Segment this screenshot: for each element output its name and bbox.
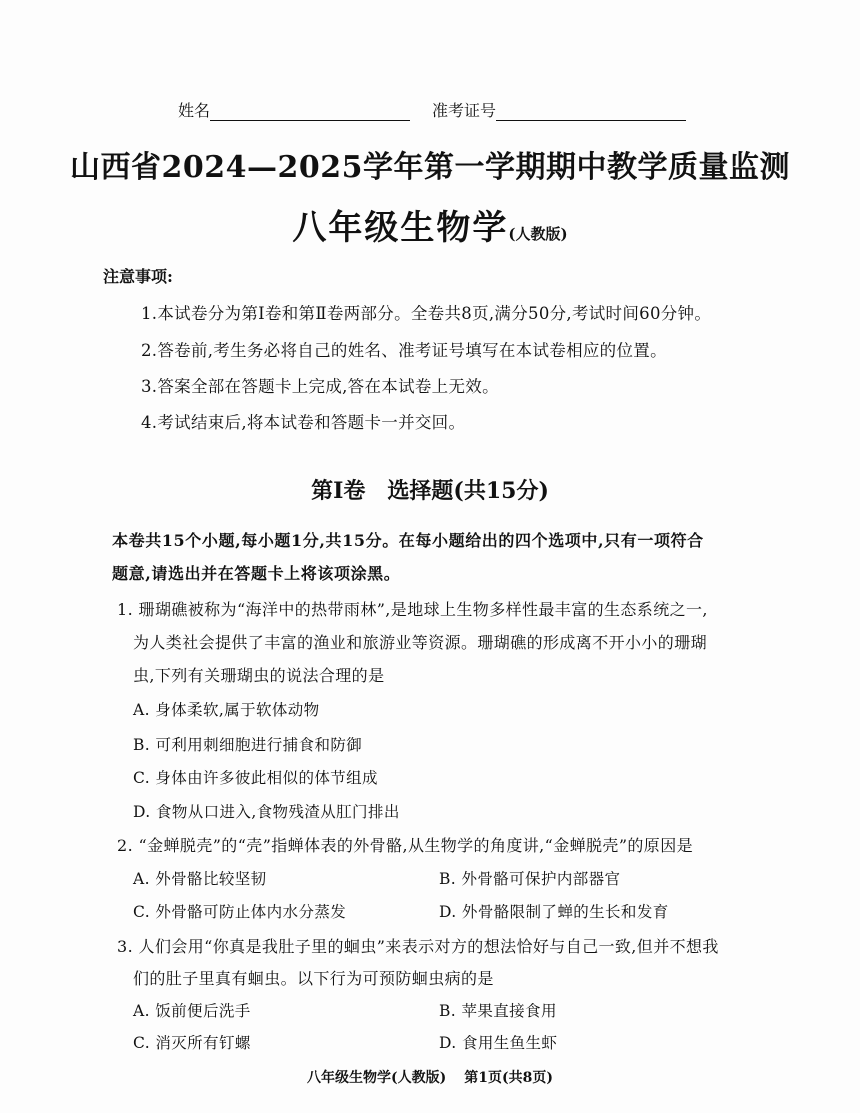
question-2-option-c: C. 外骨骼可防止体内水分蒸发 — [133, 903, 347, 921]
question-1-option-c: C. 身体由许多彼此相似的体节组成 — [133, 769, 378, 787]
edition-label: (人教版) — [508, 225, 568, 243]
candidate-info-row — [178, 98, 686, 121]
exam-id-blank[interactable] — [496, 102, 686, 121]
section-title: 第Ⅰ卷 选择题(共15分) — [311, 478, 549, 504]
notice-item: 1.本试卷分为第Ⅰ卷和第Ⅱ卷两部分。全卷共8页,满分50分,考试时间60分钟。 — [141, 304, 712, 323]
question-2-option-d: D. 外骨骼限制了蝉的生长和发育 — [439, 903, 669, 921]
question-3-option-d: D. 食用生鱼生虾 — [439, 1034, 558, 1052]
notice-item: 2.答卷前,考生务必将自己的姓名、准考证号填写在本试卷相应的位置。 — [141, 341, 667, 360]
question-3-option-c: C. 消灭所有钉螺 — [133, 1034, 251, 1052]
section-intro: 本卷共15个小题,每小题1分,共15分。在每小题给出的四个选项中,只有一项符合 — [112, 531, 704, 550]
question-2-option-b: B. 外骨骼可保护内部器官 — [439, 870, 621, 888]
question-1-text: 1. 珊瑚礁被称为“海洋中的热带雨林”,是地球上生物多样性最丰富的生态系统之一, — [117, 600, 708, 619]
subject-title — [0, 200, 860, 249]
question-1-option-d: D. 食物从口进入,食物残渣从肛门排出 — [133, 803, 400, 821]
page-footer — [0, 1067, 860, 1087]
notice-heading: 注意事项: — [103, 267, 173, 286]
name-blank[interactable] — [210, 102, 410, 121]
exam-id-label: 准考证号 — [432, 101, 497, 120]
question-2-option-a: A. 外骨骼比较坚韧 — [133, 870, 267, 888]
notice-item: 4.考试结束后,将本试卷和答题卡一并交回。 — [141, 413, 466, 432]
question-1-option-a: A. 身体柔软,属于软体动物 — [133, 701, 320, 719]
question-3-text: 们的肚子里真有蛔虫。以下行为可预防蛔虫病的是 — [133, 969, 494, 988]
question-1-option-b: B. 可利用刺细胞进行捕食和防御 — [133, 736, 363, 754]
exam-title: 山西省2024—2025学年第一学期期中教学质量监测 — [70, 150, 790, 185]
question-1-text: 为人类社会提供了丰富的渔业和旅游业等资源。珊瑚礁的形成离不开小小的珊瑚 — [133, 633, 708, 652]
question-3-text: 3. 人们会用“你真是我肚子里的蛔虫”来表示对方的想法恰好与自己一致,但并不想我 — [117, 937, 719, 956]
footer-subject: 八年级生物学(人教版) — [307, 1070, 447, 1086]
name-label: 姓名 — [178, 101, 211, 120]
question-2-text: 2. “金蝉脱壳”的“壳”指蝉体表的外骨骼,从生物学的角度讲,“金蝉脱壳”的原因是 — [117, 836, 694, 855]
notice-item: 3.答案全部在答题卡上完成,答在本试卷上无效。 — [141, 377, 499, 396]
footer-page-number: 第1页(共8页) — [464, 1070, 553, 1086]
question-3-option-b: B. 苹果直接食用 — [439, 1002, 557, 1020]
question-1-text: 虫,下列有关珊瑚虫的说法合理的是 — [133, 666, 385, 685]
question-3-option-a: A. 饭前便后洗手 — [133, 1002, 251, 1020]
section-intro: 题意,请选出并在答题卡上将该项涂黑。 — [112, 564, 401, 583]
subject-title-text: 八年级生物学 — [292, 208, 509, 248]
